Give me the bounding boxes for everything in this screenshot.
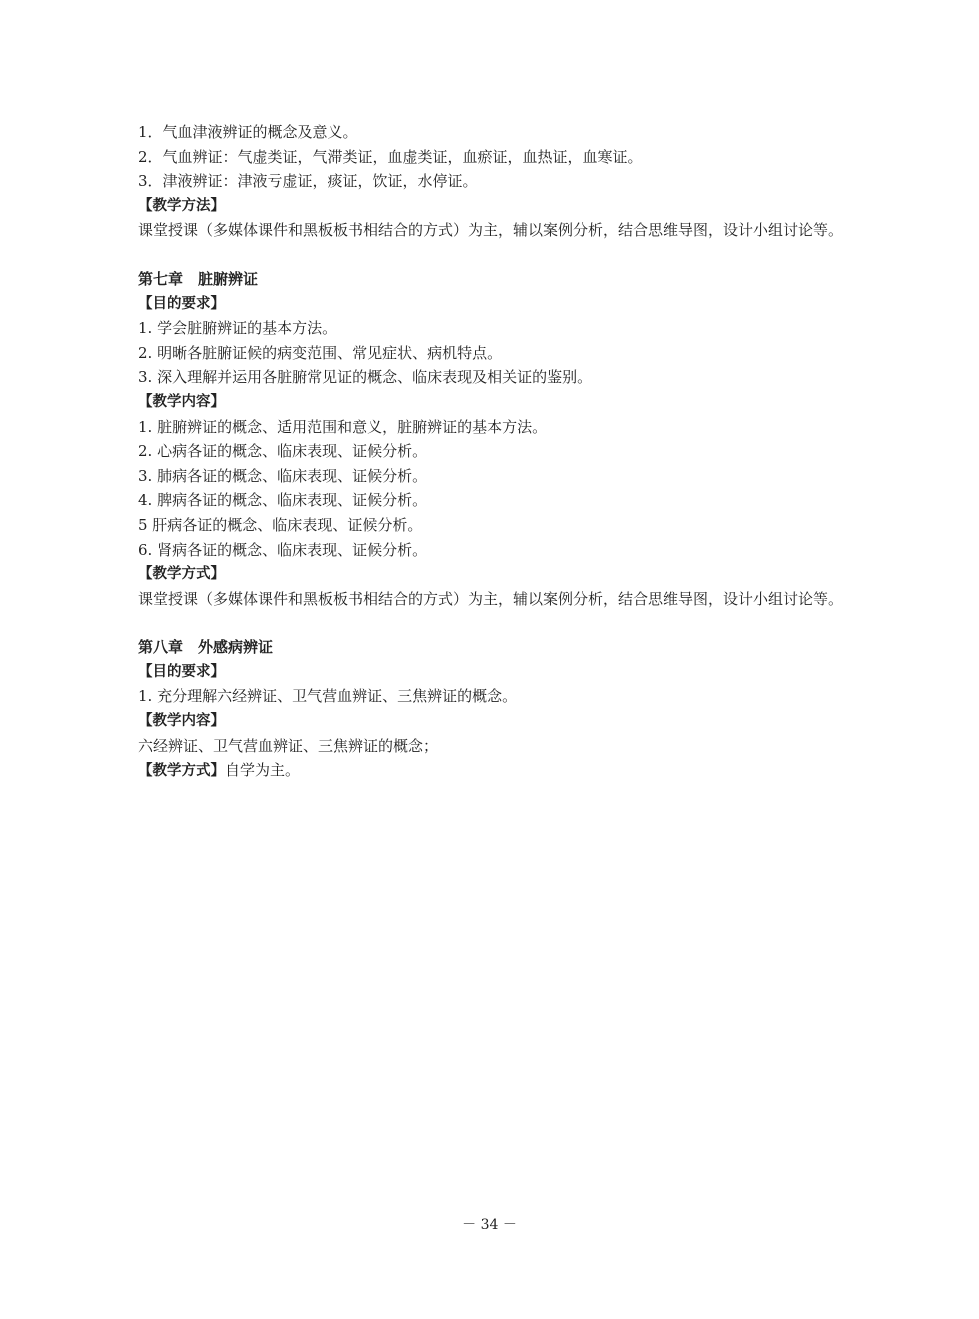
list-item: 2. 心病各证的概念、临床表现、证候分析。	[138, 442, 428, 461]
list-item: 3．津液辨证：津液亏虚证，痰证，饮证，水停证。	[138, 172, 478, 191]
teaching-method-line	[106, 758, 876, 784]
spacer	[106, 243, 876, 267]
section-heading-teaching-method: 【教学方式】	[138, 566, 225, 583]
list-item: 1. 脏腑辨证的概念、适用范围和意义，脏腑辨证的基本方法。	[138, 417, 548, 436]
list-item: 3. 深入理解并运用各脏腑常见证的概念、临床表现及相关证的鉴别。	[138, 368, 593, 387]
list-item: 1. 学会脏腑辨证的基本方法。	[138, 319, 338, 338]
teaching-method-text: 自学为主。	[225, 761, 301, 780]
section-heading-objectives: 【目的要求】	[138, 295, 225, 312]
paragraph-content: 六经辨证、卫气营血辨证、三焦辨证的概念；	[138, 736, 439, 755]
section-heading-teaching-method: 【教学方式】	[138, 763, 225, 780]
list-item: 2．气血辨证：气虚类证，气滞类证，血虚类证，血瘀证，血热证，血寒证。	[138, 147, 643, 166]
list-item: 2. 明晰各脏腑证候的病变范围、常见症状、病机特点。	[138, 343, 503, 362]
section-heading-content: 【教学内容】	[138, 713, 225, 730]
section-heading-content: 【教学内容】	[138, 393, 225, 410]
section-heading-objectives: 【目的要求】	[138, 663, 225, 680]
list-item: 4. 脾病各证的概念、临床表现、证候分析。	[138, 491, 428, 510]
list-item: 1. 充分理解六经辨证、卫气营血辨证、三焦辨证的概念。	[138, 687, 518, 706]
chapter-title: 第八章 外感病辨证	[138, 638, 274, 657]
document-page	[106, 120, 876, 784]
page-number: － 34 －	[462, 1217, 517, 1233]
list-item: 6. 肾病各证的概念、临床表现、证候分析。	[138, 540, 428, 559]
spacer	[106, 611, 876, 635]
paragraph-teaching-method: 课堂授课（多媒体课件和黑板板书相结合的方式）为主，辅以案例分析，结合思维导图，设计小组讨论等。	[138, 221, 844, 240]
list-item: 5 肝病各证的概念、临床表现、证候分析。	[138, 515, 423, 534]
paragraph-teaching-method: 课堂授课（多媒体课件和黑板板书相结合的方式）为主，辅以案例分析，结合思维导图，设计小组讨论等。	[138, 589, 844, 608]
list-item: 1．气血津液辨证的概念及意义。	[138, 123, 358, 141]
chapter-title: 第七章 脏腑辨证	[138, 269, 259, 288]
section-heading-teaching-method: 【教学方法】	[138, 197, 225, 214]
list-item: 3. 肺病各证的概念、临床表现、证候分析。	[138, 466, 428, 485]
